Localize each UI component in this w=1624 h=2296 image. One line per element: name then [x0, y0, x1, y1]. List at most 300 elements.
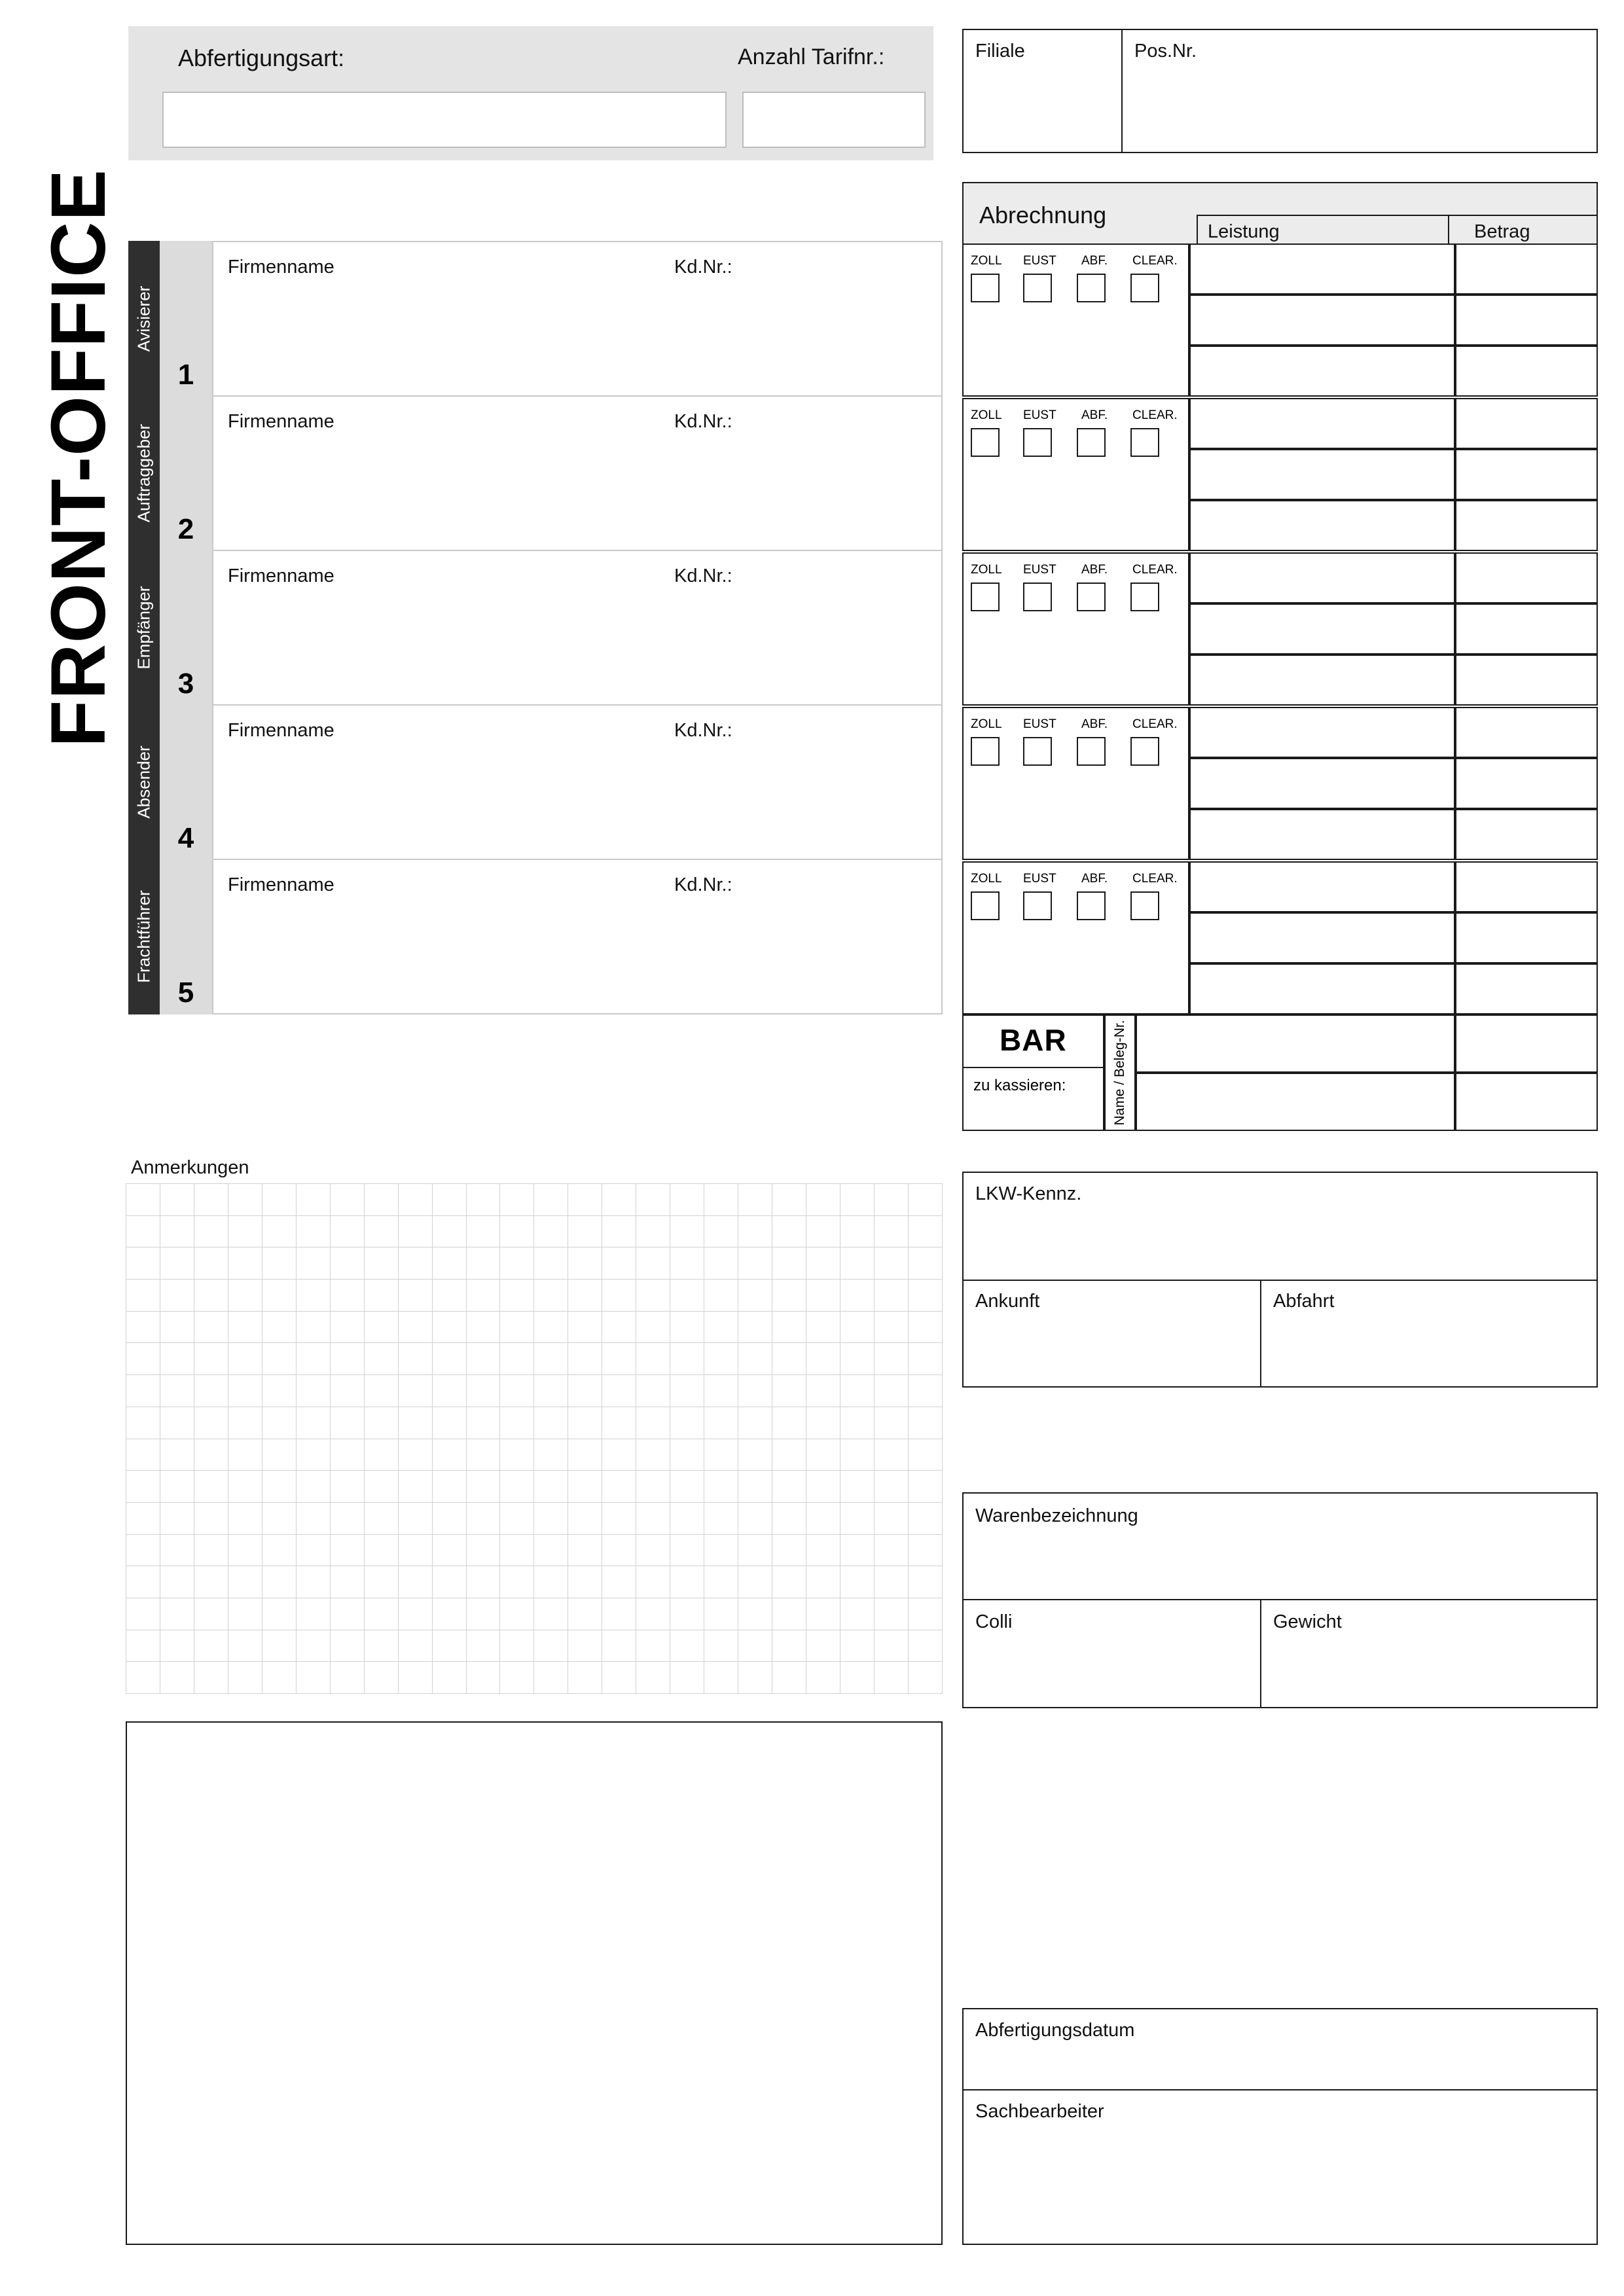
bar-betrag-1[interactable]	[1455, 1014, 1598, 1073]
anmerkungen-grid-cell[interactable]	[330, 1407, 364, 1439]
anmerkungen-grid-cell[interactable]	[466, 1343, 500, 1375]
anmerkungen-grid-cell[interactable]	[330, 1502, 364, 1534]
checkbox-zoll-4[interactable]	[971, 737, 1000, 766]
anmerkungen-grid-cell[interactable]	[534, 1311, 568, 1343]
anmerkungen-grid-cell[interactable]	[874, 1534, 908, 1566]
checkbox-clear-4[interactable]	[1130, 737, 1159, 766]
leistung-cell[interactable]	[1189, 758, 1455, 809]
anmerkungen-grid-cell[interactable]	[670, 1534, 704, 1566]
anmerkungen-grid-cell[interactable]	[432, 1534, 466, 1566]
anmerkungen-grid-cell[interactable]	[296, 1343, 330, 1375]
anmerkungen-grid-cell[interactable]	[160, 1247, 194, 1280]
anmerkungen-grid-cell[interactable]	[194, 1311, 228, 1343]
anmerkungen-grid-cell[interactable]	[364, 1502, 398, 1534]
anmerkungen-grid-cell[interactable]	[806, 1502, 840, 1534]
anmerkungen-grid-cell[interactable]	[636, 1471, 670, 1503]
anmerkungen-grid-cell[interactable]	[772, 1662, 806, 1694]
anmerkungen-grid-cell[interactable]	[262, 1311, 296, 1343]
anmerkungen-grid-cell[interactable]	[806, 1247, 840, 1280]
anmerkungen-grid-cell[interactable]	[296, 1471, 330, 1503]
anmerkungen-grid-cell[interactable]	[296, 1439, 330, 1471]
anmerkungen-grid-cell[interactable]	[704, 1439, 738, 1471]
anmerkungen-grid-cell[interactable]	[466, 1534, 500, 1566]
anmerkungen-grid-cell[interactable]	[398, 1375, 432, 1407]
anmerkungen-grid-cell[interactable]	[126, 1184, 160, 1216]
anmerkungen-grid-cell[interactable]	[636, 1375, 670, 1407]
anmerkungen-grid-cell[interactable]	[364, 1471, 398, 1503]
anmerkungen-grid-cell[interactable]	[126, 1662, 160, 1694]
anmerkungen-grid-cell[interactable]	[602, 1343, 636, 1375]
anmerkungen-grid-cell[interactable]	[160, 1502, 194, 1534]
leistung-cell[interactable]	[1189, 861, 1455, 912]
anmerkungen-grid-cell[interactable]	[704, 1630, 738, 1662]
anmerkungen-grid-cell[interactable]	[840, 1215, 875, 1247]
anmerkungen-grid-cell[interactable]	[806, 1439, 840, 1471]
anmerkungen-grid-cell[interactable]	[568, 1184, 602, 1216]
anmerkungen-grid-cell[interactable]	[568, 1534, 602, 1566]
anmerkungen-grid-cell[interactable]	[126, 1630, 160, 1662]
anmerkungen-grid-cell[interactable]	[194, 1598, 228, 1630]
anmerkungen-grid-cell[interactable]	[398, 1184, 432, 1216]
anmerkungen-grid-cell[interactable]	[228, 1184, 262, 1216]
leistung-cell[interactable]	[1189, 449, 1455, 500]
anmerkungen-grid-cell[interactable]	[364, 1247, 398, 1280]
anmerkungen-grid-cell[interactable]	[398, 1247, 432, 1280]
betrag-cell[interactable]	[1455, 295, 1598, 346]
anmerkungen-grid-cell[interactable]	[874, 1439, 908, 1471]
betrag-cell[interactable]	[1455, 912, 1598, 963]
anmerkungen-grid-cell[interactable]	[262, 1662, 296, 1694]
anmerkungen-grid-cell[interactable]	[398, 1343, 432, 1375]
anmerkungen-grid-cell[interactable]	[194, 1280, 228, 1312]
anmerkungen-grid-cell[interactable]	[568, 1280, 602, 1312]
anmerkungen-grid-cell[interactable]	[738, 1630, 772, 1662]
anmerkungen-grid-cell[interactable]	[126, 1215, 160, 1247]
anmerkungen-grid-cell[interactable]	[500, 1662, 534, 1694]
anmerkungen-grid-cell[interactable]	[432, 1502, 466, 1534]
anmerkungen-grid-cell[interactable]	[398, 1215, 432, 1247]
anmerkungen-grid-cell[interactable]	[466, 1184, 500, 1216]
anmerkungen-grid-cell[interactable]	[840, 1598, 875, 1630]
checkbox-clear-2[interactable]	[1130, 428, 1159, 457]
anmerkungen-grid-cell[interactable]	[126, 1502, 160, 1534]
anmerkungen-grid-cell[interactable]	[534, 1407, 568, 1439]
anmerkungen-grid-cell[interactable]	[194, 1662, 228, 1694]
anmerkungen-grid-cell[interactable]	[738, 1439, 772, 1471]
anmerkungen-grid-cell[interactable]	[908, 1566, 942, 1598]
anmerkungen-grid-cell[interactable]	[704, 1215, 738, 1247]
anmerkungen-grid-cell[interactable]	[670, 1566, 704, 1598]
leistung-cell[interactable]	[1189, 603, 1455, 655]
anmerkungen-grid-cell[interactable]	[636, 1662, 670, 1694]
anmerkungen-grid-cell[interactable]	[432, 1311, 466, 1343]
anmerkungen-grid-cell[interactable]	[908, 1247, 942, 1280]
anmerkungen-grid-cell[interactable]	[738, 1247, 772, 1280]
anmerkungen-grid-cell[interactable]	[228, 1471, 262, 1503]
anmerkungen-grid-cell[interactable]	[602, 1502, 636, 1534]
anmerkungen-grid-cell[interactable]	[194, 1247, 228, 1280]
anmerkungen-grid-cell[interactable]	[874, 1566, 908, 1598]
anmerkungen-grid-cell[interactable]	[500, 1502, 534, 1534]
anmerkungen-grid-cell[interactable]	[126, 1280, 160, 1312]
anmerkungen-grid-cell[interactable]	[126, 1598, 160, 1630]
anmerkungen-grid-cell[interactable]	[874, 1215, 908, 1247]
anmerkungen-grid-cell[interactable]	[160, 1343, 194, 1375]
anmerkungen-grid-cell[interactable]	[602, 1662, 636, 1694]
anmerkungen-grid-cell[interactable]	[466, 1662, 500, 1694]
anmerkungen-grid-cell[interactable]	[228, 1598, 262, 1630]
anmerkungen-grid-cell[interactable]	[228, 1534, 262, 1566]
anmerkungen-grid-cell[interactable]	[636, 1215, 670, 1247]
anmerkungen-grid-cell[interactable]	[228, 1343, 262, 1375]
anmerkungen-grid-cell[interactable]	[636, 1630, 670, 1662]
anmerkungen-grid-cell[interactable]	[534, 1375, 568, 1407]
anmerkungen-grid-cell[interactable]	[806, 1343, 840, 1375]
anmerkungen-grid-cell[interactable]	[568, 1598, 602, 1630]
leistung-cell[interactable]	[1189, 655, 1455, 706]
anmerkungen-grid-cell[interactable]	[636, 1280, 670, 1312]
anmerkungen-grid-cell[interactable]	[262, 1184, 296, 1216]
anmerkungen-grid-cell[interactable]	[194, 1566, 228, 1598]
anmerkungen-grid-cell[interactable]	[840, 1566, 875, 1598]
anmerkungen-grid-cell[interactable]	[296, 1407, 330, 1439]
anmerkungen-grid-cell[interactable]	[330, 1343, 364, 1375]
anmerkungen-grid-cell[interactable]	[738, 1598, 772, 1630]
anmerkungen-grid-cell[interactable]	[466, 1439, 500, 1471]
anmerkungen-grid-cell[interactable]	[466, 1630, 500, 1662]
anmerkungen-grid-cell[interactable]	[398, 1407, 432, 1439]
anmerkungen-grid-cell[interactable]	[126, 1439, 160, 1471]
anmerkungen-grid-cell[interactable]	[534, 1471, 568, 1503]
lower-free-box[interactable]	[126, 1721, 943, 2245]
anmerkungen-grid-cell[interactable]	[568, 1215, 602, 1247]
anmerkungen-grid-cell[interactable]	[500, 1184, 534, 1216]
anmerkungen-grid-cell[interactable]	[602, 1534, 636, 1566]
anmerkungen-grid-cell[interactable]	[500, 1343, 534, 1375]
anmerkungen-grid-cell[interactable]	[296, 1184, 330, 1216]
anmerkungen-grid-cell[interactable]	[602, 1375, 636, 1407]
anmerkungen-grid-cell[interactable]	[636, 1311, 670, 1343]
anmerkungen-grid-cell[interactable]	[398, 1311, 432, 1343]
anmerkungen-grid-cell[interactable]	[262, 1630, 296, 1662]
betrag-cell[interactable]	[1455, 500, 1598, 551]
checkbox-abf-4[interactable]	[1077, 737, 1106, 766]
anmerkungen-grid-cell[interactable]	[500, 1215, 534, 1247]
checkbox-abf-1[interactable]	[1077, 274, 1106, 302]
anmerkungen-grid-cell[interactable]	[330, 1566, 364, 1598]
anmerkungen-grid-cell[interactable]	[874, 1598, 908, 1630]
anmerkungen-grid-cell[interactable]	[772, 1280, 806, 1312]
anmerkungen-grid-cell[interactable]	[296, 1630, 330, 1662]
anmerkungen-grid-cell[interactable]	[126, 1534, 160, 1566]
anmerkungen-grid-cell[interactable]	[670, 1184, 704, 1216]
anmerkungen-grid-cell[interactable]	[228, 1407, 262, 1439]
anmerkungen-grid-cell[interactable]	[738, 1343, 772, 1375]
anmerkungen-grid-cell[interactable]	[704, 1184, 738, 1216]
anmerkungen-grid-cell[interactable]	[670, 1343, 704, 1375]
anmerkungen-grid-cell[interactable]	[670, 1215, 704, 1247]
betrag-cell[interactable]	[1455, 346, 1598, 397]
anmerkungen-grid-cell[interactable]	[160, 1280, 194, 1312]
anmerkungen-grid-cell[interactable]	[568, 1311, 602, 1343]
betrag-cell[interactable]	[1455, 963, 1598, 1014]
anmerkungen-grid-cell[interactable]	[874, 1311, 908, 1343]
anmerkungen-grid-cell[interactable]	[160, 1630, 194, 1662]
checkbox-eust-1[interactable]	[1023, 274, 1052, 302]
anmerkungen-grid-cell[interactable]	[432, 1280, 466, 1312]
anmerkungen-grid-cell[interactable]	[398, 1598, 432, 1630]
anmerkungen-grid-cell[interactable]	[568, 1502, 602, 1534]
anmerkungen-grid-cell[interactable]	[806, 1215, 840, 1247]
anmerkungen-grid-cell[interactable]	[602, 1247, 636, 1280]
anmerkungen-grid-cell[interactable]	[704, 1247, 738, 1280]
anmerkungen-grid-cell[interactable]	[160, 1215, 194, 1247]
checkbox-zoll-2[interactable]	[971, 428, 1000, 457]
anmerkungen-grid-cell[interactable]	[194, 1375, 228, 1407]
anmerkungen-grid-cell[interactable]	[296, 1534, 330, 1566]
betrag-cell[interactable]	[1455, 243, 1598, 295]
anmerkungen-grid-cell[interactable]	[840, 1534, 875, 1566]
anmerkungen-grid-cell[interactable]	[262, 1439, 296, 1471]
anmerkungen-grid-cell[interactable]	[568, 1471, 602, 1503]
anmerkungen-grid-cell[interactable]	[398, 1439, 432, 1471]
anmerkungen-grid-cell[interactable]	[194, 1407, 228, 1439]
anmerkungen-grid-cell[interactable]	[398, 1471, 432, 1503]
anmerkungen-grid-cell[interactable]	[330, 1630, 364, 1662]
anmerkungen-grid-cell[interactable]	[738, 1184, 772, 1216]
bar-betrag-2[interactable]	[1455, 1073, 1598, 1131]
anmerkungen-grid-cell[interactable]	[704, 1566, 738, 1598]
anmerkungen-grid-cell[interactable]	[840, 1375, 875, 1407]
anmerkungen-grid-cell[interactable]	[704, 1502, 738, 1534]
anmerkungen-grid-cell[interactable]	[806, 1184, 840, 1216]
anmerkungen-grid-cell[interactable]	[126, 1471, 160, 1503]
anmerkungen-grid-cell[interactable]	[364, 1184, 398, 1216]
anmerkungen-grid-cell[interactable]	[840, 1247, 875, 1280]
anmerkungen-grid-cell[interactable]	[568, 1630, 602, 1662]
anmerkungen-grid-cell[interactable]	[874, 1184, 908, 1216]
anmerkungen-grid-cell[interactable]	[466, 1311, 500, 1343]
anmerkungen-grid-cell[interactable]	[670, 1502, 704, 1534]
anmerkungen-grid-cell[interactable]	[500, 1598, 534, 1630]
anmerkungen-grid-cell[interactable]	[194, 1534, 228, 1566]
checkbox-clear-5[interactable]	[1130, 891, 1159, 920]
leistung-cell[interactable]	[1189, 552, 1455, 603]
anmerkungen-grid-cell[interactable]	[466, 1215, 500, 1247]
anmerkungen-grid-cell[interactable]	[840, 1502, 875, 1534]
anmerkungen-grid-cell[interactable]	[534, 1184, 568, 1216]
checkbox-clear-3[interactable]	[1130, 583, 1159, 611]
anmerkungen-grid-cell[interactable]	[160, 1471, 194, 1503]
anmerkungen-grid-cell[interactable]	[262, 1471, 296, 1503]
anmerkungen-grid-cell[interactable]	[534, 1662, 568, 1694]
anmerkungen-grid-cell[interactable]	[874, 1407, 908, 1439]
checkbox-abf-3[interactable]	[1077, 583, 1106, 611]
anmerkungen-grid-cell[interactable]	[738, 1534, 772, 1566]
betrag-cell[interactable]	[1455, 449, 1598, 500]
leistung-cell[interactable]	[1189, 295, 1455, 346]
anmerkungen-grid-cell[interactable]	[194, 1343, 228, 1375]
anmerkungen-grid-cell[interactable]	[126, 1407, 160, 1439]
anmerkungen-grid-cell[interactable]	[534, 1502, 568, 1534]
anmerkungen-grid-cell[interactable]	[330, 1439, 364, 1471]
anmerkungen-grid-cell[interactable]	[126, 1343, 160, 1375]
anmerkungen-grid-cell[interactable]	[908, 1215, 942, 1247]
anmerkungen-grid-cell[interactable]	[194, 1184, 228, 1216]
anmerkungen-grid-cell[interactable]	[670, 1439, 704, 1471]
anmerkungen-grid-cell[interactable]	[432, 1184, 466, 1216]
anmerkungen-grid-cell[interactable]	[500, 1247, 534, 1280]
anmerkungen-grid-cell[interactable]	[568, 1439, 602, 1471]
anmerkungen-grid-cell[interactable]	[126, 1375, 160, 1407]
anmerkungen-grid-cell[interactable]	[160, 1311, 194, 1343]
anmerkungen-grid-cell[interactable]	[670, 1471, 704, 1503]
anmerkungen-grid-cell[interactable]	[908, 1407, 942, 1439]
anmerkungen-grid-cell[interactable]	[806, 1311, 840, 1343]
anmerkungen-grid-cell[interactable]	[160, 1407, 194, 1439]
anmerkungen-grid-cell[interactable]	[840, 1280, 875, 1312]
anmerkungen-grid-cell[interactable]	[908, 1439, 942, 1471]
anmerkungen-grid-cell[interactable]	[398, 1630, 432, 1662]
anmerkungen-grid-cell[interactable]	[772, 1184, 806, 1216]
anmerkungen-grid-cell[interactable]	[670, 1280, 704, 1312]
anmerkungen-grid-cell[interactable]	[772, 1630, 806, 1662]
anmerkungen-grid-cell[interactable]	[670, 1311, 704, 1343]
anmerkungen-grid-cell[interactable]	[194, 1471, 228, 1503]
anmerkungen-grid-cell[interactable]	[636, 1343, 670, 1375]
anmerkungen-grid-cell[interactable]	[398, 1502, 432, 1534]
anmerkungen-grid-cell[interactable]	[534, 1439, 568, 1471]
anmerkungen-grid-cell[interactable]	[262, 1247, 296, 1280]
anmerkungen-grid-cell[interactable]	[466, 1247, 500, 1280]
anmerkungen-grid-cell[interactable]	[160, 1534, 194, 1566]
anmerkungen-grid-cell[interactable]	[194, 1439, 228, 1471]
anmerkungen-grid-cell[interactable]	[806, 1375, 840, 1407]
anmerkungen-grid-cell[interactable]	[772, 1471, 806, 1503]
anmerkungen-grid-cell[interactable]	[806, 1566, 840, 1598]
anmerkungen-grid-cell[interactable]	[908, 1375, 942, 1407]
anmerkungen-grid-cell[interactable]	[466, 1598, 500, 1630]
checkbox-clear-1[interactable]	[1130, 274, 1159, 302]
anmerkungen-grid-cell[interactable]	[534, 1566, 568, 1598]
anmerkungen-grid-cell[interactable]	[874, 1502, 908, 1534]
anmerkungen-grid-cell[interactable]	[296, 1598, 330, 1630]
anmerkungen-grid-cell[interactable]	[364, 1280, 398, 1312]
anmerkungen-grid-cell[interactable]	[704, 1311, 738, 1343]
anmerkungen-grid-cell[interactable]	[670, 1598, 704, 1630]
anmerkungen-grid-cell[interactable]	[466, 1375, 500, 1407]
anmerkungen-grid-cell[interactable]	[738, 1215, 772, 1247]
anmerkungen-grid-cell[interactable]	[432, 1471, 466, 1503]
anmerkungen-grid-cell[interactable]	[500, 1407, 534, 1439]
anmerkungen-grid-cell[interactable]	[840, 1311, 875, 1343]
anmerkungen-grid-cell[interactable]	[126, 1566, 160, 1598]
anmerkungen-grid-cell[interactable]	[398, 1280, 432, 1312]
anmerkungen-grid-cell[interactable]	[194, 1215, 228, 1247]
anmerkungen-grid-cell[interactable]	[670, 1247, 704, 1280]
anmerkungen-grid-cell[interactable]	[738, 1280, 772, 1312]
anmerkungen-grid-cell[interactable]	[330, 1662, 364, 1694]
leistung-cell[interactable]	[1189, 500, 1455, 551]
anzahl-tarifnr-input[interactable]	[742, 92, 926, 148]
anmerkungen-grid-cell[interactable]	[738, 1375, 772, 1407]
anmerkungen-grid-cell[interactable]	[908, 1311, 942, 1343]
anmerkungen-grid-cell[interactable]	[160, 1566, 194, 1598]
anmerkungen-grid-cell[interactable]	[500, 1534, 534, 1566]
anmerkungen-grid-cell[interactable]	[704, 1280, 738, 1312]
anmerkungen-grid-cell[interactable]	[228, 1215, 262, 1247]
anmerkungen-grid-cell[interactable]	[602, 1566, 636, 1598]
anmerkungen-grid-cell[interactable]	[806, 1662, 840, 1694]
anmerkungen-grid-cell[interactable]	[568, 1407, 602, 1439]
anmerkungen-grid-cell[interactable]	[364, 1630, 398, 1662]
anmerkungen-grid-cell[interactable]	[500, 1439, 534, 1471]
anmerkungen-grid-cell[interactable]	[330, 1280, 364, 1312]
anmerkungen-grid-cell[interactable]	[636, 1407, 670, 1439]
anmerkungen-grid-cell[interactable]	[466, 1566, 500, 1598]
anmerkungen-grid-cell[interactable]	[330, 1311, 364, 1343]
anmerkungen-grid-cell[interactable]	[908, 1534, 942, 1566]
anmerkungen-grid-cell[interactable]	[636, 1598, 670, 1630]
anmerkungen-grid-cell[interactable]	[466, 1280, 500, 1312]
anmerkungen-grid-cell[interactable]	[704, 1662, 738, 1694]
anmerkungen-grid-cell[interactable]	[840, 1407, 875, 1439]
anmerkungen-grid-cell[interactable]	[262, 1502, 296, 1534]
anmerkungen-grid-cell[interactable]	[908, 1502, 942, 1534]
anmerkungen-grid-cell[interactable]	[908, 1630, 942, 1662]
anmerkungen-grid-cell[interactable]	[432, 1439, 466, 1471]
leistung-cell[interactable]	[1189, 243, 1455, 295]
anmerkungen-grid-cell[interactable]	[364, 1215, 398, 1247]
anmerkungen-grid-cell[interactable]	[772, 1247, 806, 1280]
anmerkungen-grid-cell[interactable]	[534, 1247, 568, 1280]
anmerkungen-grid-cell[interactable]	[160, 1662, 194, 1694]
leistung-cell[interactable]	[1189, 809, 1455, 860]
anmerkungen-grid-cell[interactable]	[874, 1343, 908, 1375]
anmerkungen-grid-cell[interactable]	[500, 1630, 534, 1662]
checkbox-zoll-1[interactable]	[971, 274, 1000, 302]
anmerkungen-grid-cell[interactable]	[806, 1598, 840, 1630]
anmerkungen-grid-cell[interactable]	[466, 1502, 500, 1534]
anmerkungen-grid-cell[interactable]	[364, 1311, 398, 1343]
anmerkungen-grid-cell[interactable]	[228, 1311, 262, 1343]
betrag-cell[interactable]	[1455, 398, 1598, 449]
anmerkungen-grid-cell[interactable]	[364, 1375, 398, 1407]
anmerkungen-grid-cell[interactable]	[398, 1566, 432, 1598]
leistung-cell[interactable]	[1189, 707, 1455, 758]
anmerkungen-grid-cell[interactable]	[262, 1375, 296, 1407]
anmerkungen-grid-cell[interactable]	[296, 1247, 330, 1280]
anmerkungen-grid-cell[interactable]	[704, 1343, 738, 1375]
anmerkungen-grid-cell[interactable]	[568, 1343, 602, 1375]
anmerkungen-grid-cell[interactable]	[228, 1280, 262, 1312]
anmerkungen-grid-cell[interactable]	[602, 1280, 636, 1312]
anmerkungen-grid-cell[interactable]	[670, 1630, 704, 1662]
anmerkungen-grid-cell[interactable]	[908, 1598, 942, 1630]
anmerkungen-grid-cell[interactable]	[432, 1215, 466, 1247]
anmerkungen-grid-cell[interactable]	[500, 1280, 534, 1312]
anmerkungen-grid-cell[interactable]	[602, 1184, 636, 1216]
anmerkungen-grid-cell[interactable]	[738, 1311, 772, 1343]
anmerkungen-grid-cell[interactable]	[364, 1343, 398, 1375]
anmerkungen-grid-cell[interactable]	[500, 1566, 534, 1598]
anmerkungen-grid-cell[interactable]	[738, 1407, 772, 1439]
anmerkungen-grid-cell[interactable]	[296, 1662, 330, 1694]
anmerkungen-grid-cell[interactable]	[772, 1215, 806, 1247]
anmerkungen-grid-cell[interactable]	[908, 1280, 942, 1312]
anmerkungen-grid-cell[interactable]	[398, 1534, 432, 1566]
anmerkungen-grid-cell[interactable]	[432, 1247, 466, 1280]
